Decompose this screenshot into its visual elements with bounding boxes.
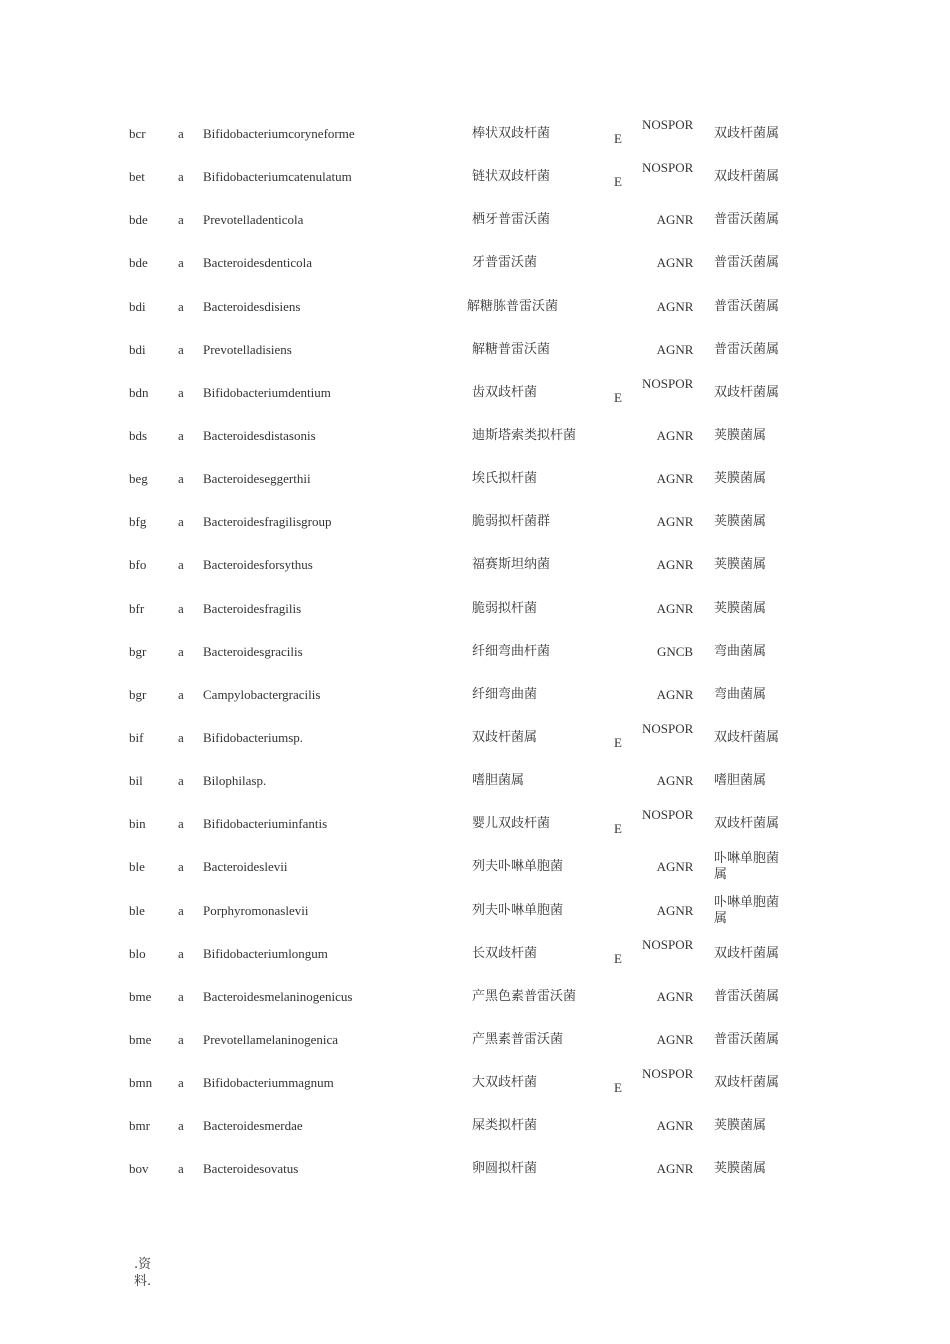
genus-name: 荚膜菌属 (714, 514, 767, 530)
organism-group: AGNR (656, 557, 694, 573)
chinese-name: 解糖普雷沃菌 (472, 341, 551, 357)
organism-group (614, 1066, 718, 1096)
latin-name: Bifidobacteriumdentium (203, 384, 331, 400)
genus-name: 卟啉单胞菌属 (714, 894, 780, 926)
organism-code: ble (129, 902, 145, 918)
chinese-name: 牙普雷沃菌 (472, 255, 538, 271)
organism-group: AGNR (656, 686, 694, 702)
genus-name: 荚膜菌属 (714, 600, 767, 616)
organism-group: AGNR (656, 341, 694, 357)
latin-name: Bifidobacteriumcatenulatum (203, 169, 352, 185)
latin-name: Bacteroidesgracilis (203, 643, 303, 659)
organism-code: bdi (129, 298, 146, 314)
chinese-name: 齿双歧杆菌 (472, 384, 538, 400)
organism-code: bcr (129, 126, 146, 141)
organism-group-line2: E (614, 174, 622, 190)
latin-name: Bifidobacteriumlongum (203, 945, 328, 961)
organism-code: bfo (129, 557, 147, 573)
chinese-name: 埃氏拟杆菌 (472, 471, 538, 487)
organism-code: bdi (129, 341, 146, 357)
organism-group: AGNR (656, 1118, 694, 1134)
genus-name: 双歧杆菌属 (714, 384, 780, 400)
genus-name: 双歧杆菌属 (714, 169, 780, 185)
organism-type: a (178, 341, 184, 357)
table-row (0, 1018, 950, 1061)
genus-name: 普雷沃菌属 (714, 212, 780, 228)
organism-type: a (178, 686, 184, 702)
chinese-name: 长双歧杆菌 (472, 945, 538, 961)
organism-type: a (178, 298, 184, 314)
latin-name: Bacteroideseggerthii (203, 471, 311, 487)
table-row (0, 241, 950, 284)
genus-name: 双歧杆菌属 (714, 126, 780, 141)
chinese-name: 卵圆拟杆菌 (472, 1161, 538, 1177)
table-row (0, 543, 950, 586)
table-row (0, 155, 950, 198)
genus-name: 普雷沃菌属 (714, 341, 780, 357)
organism-type: a (178, 514, 184, 530)
organism-type: a (178, 1031, 184, 1047)
table-row (0, 889, 950, 932)
organism-type: a (178, 126, 184, 141)
organism-group (614, 720, 718, 751)
genus-name: 双歧杆菌属 (714, 816, 780, 832)
organism-type: a (178, 1075, 184, 1091)
table-row (0, 1061, 950, 1104)
genus-name: 荚膜菌属 (714, 1161, 767, 1177)
latin-name: Bifidobacteriumcoryneforme (203, 126, 355, 141)
table-row (0, 112, 950, 155)
organism-group-line1: NOSPOR (642, 1066, 694, 1082)
table-row (0, 198, 950, 241)
organism-type: a (178, 988, 184, 1004)
organism-group: AGNR (656, 1031, 694, 1047)
organism-group: AGNR (656, 859, 694, 875)
genus-name: 卟啉单胞菌属 (714, 851, 780, 883)
organism-group-line2: E (614, 821, 622, 837)
organism-code: bde (129, 255, 148, 271)
organism-code: bgr (129, 643, 147, 659)
organism-group: AGNR (656, 514, 694, 530)
organism-group (614, 117, 718, 147)
table-row (0, 759, 950, 802)
table-row (0, 414, 950, 457)
chinese-name: 栖牙普雷沃菌 (472, 212, 551, 228)
organism-code: bds (129, 427, 148, 443)
organism-code: ble (129, 859, 145, 875)
organism-group-line1: NOSPOR (642, 117, 694, 132)
table-row (0, 630, 950, 673)
latin-name: Bacteroidesdenticola (203, 255, 313, 271)
genus-name: 普雷沃菌属 (714, 298, 780, 314)
organism-group-line1: NOSPOR (642, 375, 694, 391)
chinese-name: 嗜胆菌属 (472, 773, 525, 789)
organism-group-line2: E (614, 389, 622, 405)
organism-code: bgr (129, 686, 147, 702)
organism-code: bet (129, 169, 145, 185)
organism-group (614, 160, 718, 190)
organism-group-line1: NOSPOR (642, 936, 694, 952)
latin-name: Bilophilasp. (203, 773, 267, 789)
organism-group-line2: E (614, 950, 622, 966)
chinese-name: 双歧杆菌属 (472, 729, 538, 745)
genus-name: 弯曲菌属 (714, 686, 767, 702)
organism-group-line2: E (614, 734, 622, 750)
table-row (0, 587, 950, 630)
organism-type: a (178, 600, 184, 616)
chinese-name: 产黑素普雷沃菌 (472, 1031, 564, 1047)
organism-group: AGNR (656, 600, 694, 616)
latin-name: Bacteroidesfragilisgroup (203, 514, 332, 530)
table-row (0, 457, 950, 500)
latin-name: Prevotelladenticola (203, 212, 304, 228)
organism-group: AGNR (656, 471, 694, 487)
chinese-name: 脆弱拟杆菌 (472, 600, 538, 616)
organism-code: bov (129, 1161, 149, 1177)
table-row (0, 285, 950, 328)
organism-type: a (178, 212, 184, 228)
chinese-name: 屎类拟杆菌 (472, 1118, 538, 1134)
latin-name: Bacteroidesovatus (203, 1161, 299, 1177)
organism-group-line2: E (614, 131, 622, 146)
organism-group: AGNR (656, 988, 694, 1004)
table-row (0, 1104, 950, 1147)
organism-code: blo (129, 945, 146, 961)
genus-name: 双歧杆菌属 (714, 1075, 780, 1091)
organism-group: AGNR (656, 902, 694, 918)
organism-group-line2: E (614, 1080, 622, 1096)
genus-name: 荚膜菌属 (714, 427, 767, 443)
organism-group: AGNR (656, 1161, 694, 1177)
chinese-name: 解糖胨普雷沃菌 (467, 298, 559, 314)
latin-name: Bifidobacteriumsp. (203, 729, 304, 745)
latin-name: Bacteroidesforsythus (203, 557, 313, 573)
latin-name: Porphyromonaslevii (203, 902, 309, 918)
organism-code: bmn (129, 1075, 153, 1091)
genus-name: 嗜胆菌属 (714, 773, 767, 789)
page-footer: .资料. (134, 1257, 152, 1289)
genus-name: 普雷沃菌属 (714, 255, 780, 271)
chinese-name: 列夫卟啉单胞菌 (472, 859, 564, 875)
organism-code: bmr (129, 1118, 150, 1134)
organism-type: a (178, 557, 184, 573)
genus-name: 普雷沃菌属 (714, 988, 780, 1004)
chinese-name: 棒状双歧杆菌 (472, 126, 551, 141)
latin-name: Bacteroidesmerdae (203, 1118, 303, 1134)
organism-group: AGNR (656, 212, 694, 228)
organism-type: a (178, 729, 184, 745)
genus-name: 弯曲菌属 (714, 643, 767, 659)
organism-group: GNCB (656, 643, 694, 659)
organism-code: bfr (129, 600, 145, 616)
table-row (0, 802, 950, 845)
organism-table (0, 112, 950, 1191)
chinese-name: 链状双歧杆菌 (472, 169, 551, 185)
organism-code: beg (129, 471, 148, 487)
organism-code: bme (129, 988, 152, 1004)
organism-code: bfg (129, 514, 147, 530)
organism-type: a (178, 427, 184, 443)
genus-name: 荚膜菌属 (714, 1118, 767, 1134)
chinese-name: 福赛斯坦纳菌 (472, 557, 551, 573)
organism-type: a (178, 643, 184, 659)
organism-type: a (178, 169, 184, 185)
chinese-name: 脆弱拟杆菌群 (472, 514, 551, 530)
organism-code: bin (129, 816, 146, 832)
chinese-name: 纤细弯曲菌 (472, 686, 538, 702)
organism-type: a (178, 255, 184, 271)
latin-name: Campylobactergracilis (203, 686, 321, 702)
organism-code: bif (129, 729, 144, 745)
chinese-name: 纤细弯曲杆菌 (472, 643, 551, 659)
organism-group (614, 807, 718, 837)
table-row (0, 328, 950, 371)
table-row (0, 932, 950, 975)
chinese-name: 大双歧杆菌 (472, 1075, 538, 1091)
organism-group (614, 936, 718, 967)
latin-name: Prevotelladisiens (203, 341, 292, 357)
latin-name: Bifidobacteriummagnum (203, 1075, 334, 1091)
organism-group: AGNR (656, 773, 694, 789)
genus-name: 双歧杆菌属 (714, 945, 780, 961)
organism-type: a (178, 945, 184, 961)
organism-code: bde (129, 212, 148, 228)
table-row (0, 1147, 950, 1190)
chinese-name: 列夫卟啉单胞菌 (472, 902, 564, 918)
organism-code: bdn (129, 384, 149, 400)
genus-name: 荚膜菌属 (714, 557, 767, 573)
table-row (0, 975, 950, 1018)
chinese-name: 迪斯塔索类拟杆菌 (472, 427, 577, 443)
organism-group-line1: NOSPOR (642, 807, 694, 823)
table-row (0, 845, 950, 888)
organism-type: a (178, 1161, 184, 1177)
latin-name: Prevotellamelaninogenica (203, 1031, 339, 1047)
table-row (0, 371, 950, 414)
organism-group: AGNR (656, 427, 694, 443)
organism-type: a (178, 816, 184, 832)
genus-name: 双歧杆菌属 (714, 729, 780, 745)
genus-name: 荚膜菌属 (714, 471, 767, 487)
latin-name: Bacteroidesdistasonis (203, 427, 316, 443)
latin-name: Bifidobacteriuminfantis (203, 816, 328, 832)
chinese-name: 产黑色素普雷沃菌 (472, 988, 577, 1004)
chinese-name: 婴儿双歧杆菌 (472, 816, 551, 832)
table-row (0, 716, 950, 759)
organism-type: a (178, 471, 184, 487)
organism-code: bil (129, 773, 143, 789)
organism-type: a (178, 902, 184, 918)
organism-group: AGNR (656, 298, 694, 314)
organism-group: AGNR (656, 255, 694, 271)
latin-name: Bacteroidesfragilis (203, 600, 302, 616)
organism-type: a (178, 384, 184, 400)
organism-type: a (178, 1118, 184, 1134)
table-row (0, 500, 950, 543)
latin-name: Bacteroidesdisiens (203, 298, 301, 314)
organism-group (614, 375, 718, 406)
latin-name: Bacteroidesmelaninogenicus (203, 988, 353, 1004)
organism-code: bme (129, 1031, 152, 1047)
latin-name: Bacteroideslevii (203, 859, 288, 875)
organism-group-line1: NOSPOR (642, 160, 694, 176)
organism-group-line1: NOSPOR (642, 720, 694, 736)
table-row (0, 673, 950, 716)
organism-type: a (178, 859, 184, 875)
organism-type: a (178, 773, 184, 789)
genus-name: 普雷沃菌属 (714, 1031, 780, 1047)
